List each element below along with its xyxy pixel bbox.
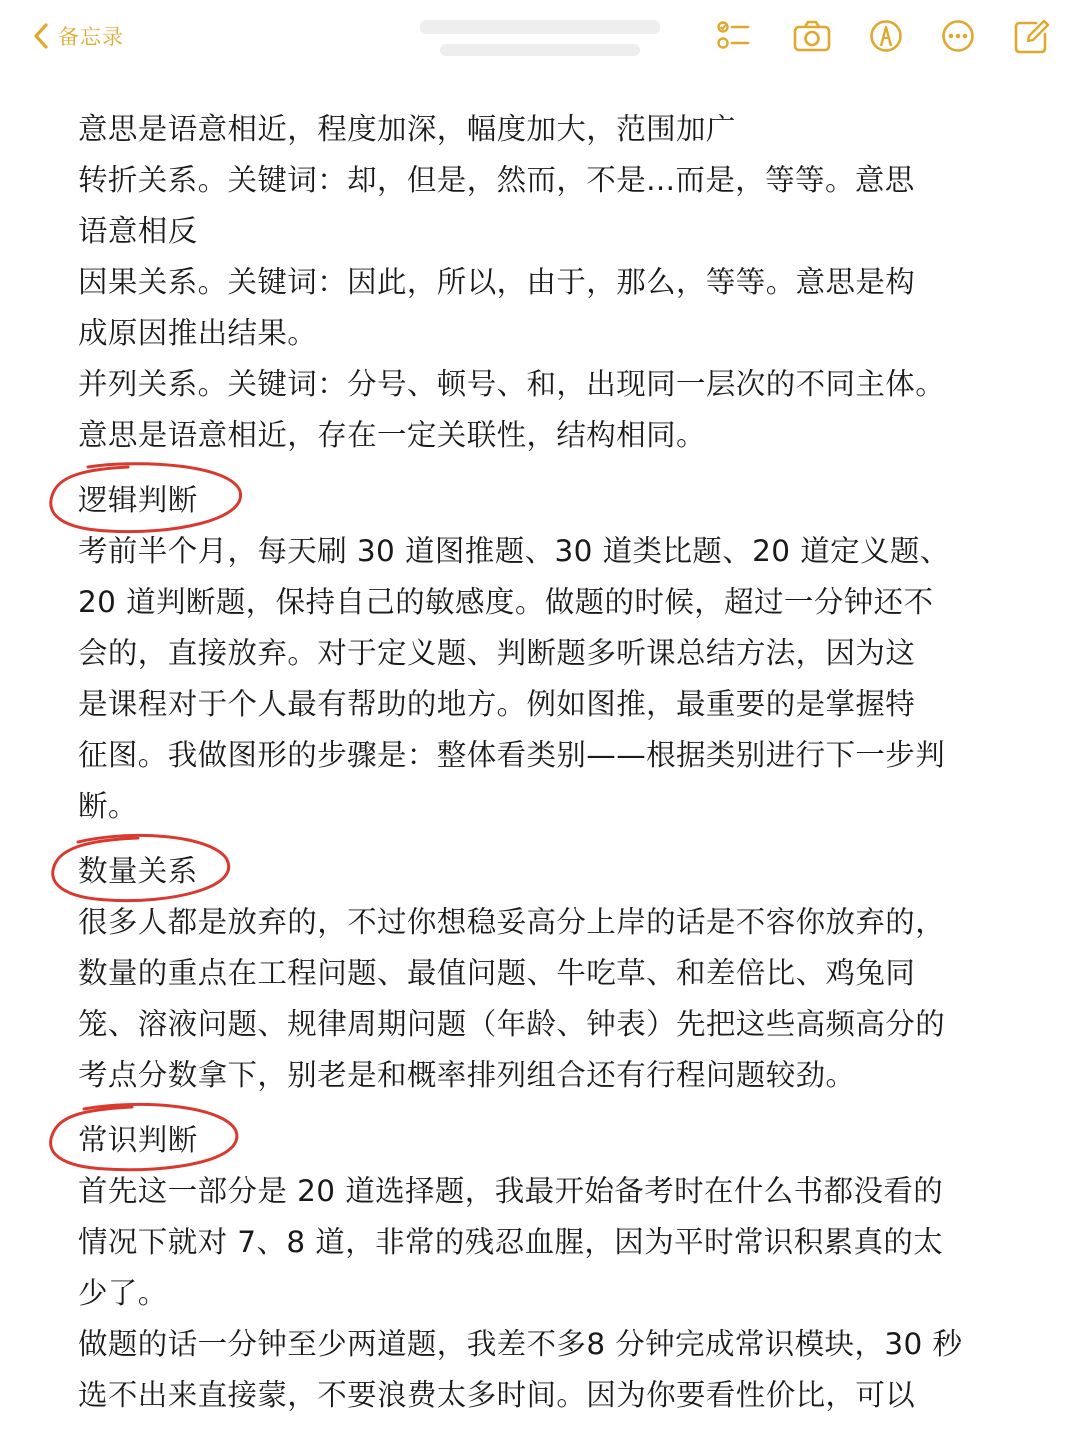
section-heading-text: 数量关系: [78, 854, 198, 888]
underlined-term: 转折关系: [78, 163, 198, 197]
note-line: 笼、溶液问题、规律周期问题（年龄、钟表）先把这些高频高分的: [78, 1007, 946, 1041]
note-line: 首先这一部分是 20 道选择题，我最开始备考时在什么书都没看的: [78, 1174, 944, 1208]
note-text: 、最值问题、牛吃草、和差倍比、鸡兔同: [377, 956, 916, 990]
note-text: 20 道判断题，保持自己的敏感度。做题的时候，: [78, 585, 725, 619]
note-line: [78, 1319, 1008, 1370]
section-heading-text: 逻辑判断: [78, 483, 198, 517]
note-line: 考点分数拿下，别老是和概率排列组合还有行程问题较劲。: [78, 1058, 856, 1092]
underlined-term: 因果关系: [78, 265, 198, 299]
chevron-left-icon: [30, 21, 52, 51]
section-heading-text: 常识判断: [78, 1123, 198, 1157]
compose-icon[interactable]: [1010, 16, 1054, 56]
note-text: 做题的话一分钟至少两道题，我差不多: [78, 1327, 587, 1361]
blurred-title: [410, 14, 670, 64]
section-heading-line: [78, 1115, 1008, 1166]
section-heading: [78, 846, 198, 897]
note-line: [78, 257, 1008, 308]
note-line: 征图。我做图形的步骤是：整体看类别——根据类别进行下一步判: [78, 738, 946, 772]
checklist-icon[interactable]: [712, 16, 756, 56]
note-line: 语意相反: [78, 214, 198, 248]
underlined-text: 超过一分钟还不: [724, 585, 934, 619]
note-body[interactable]: [78, 104, 1008, 1421]
note-text: 。关键词：却，但是，然而，不是...而是，等等。意思: [197, 163, 915, 197]
underlined-text: 数量的重点在工程问题: [78, 956, 378, 990]
note-text: 。对于定义题、判断题多听课总结方法，因为这: [287, 636, 916, 670]
underlined-text: 会的，直接放弃: [78, 636, 288, 670]
note-line: 考前半个月，每天刷 30 道图推题、30 道类比题、20 道定义题、: [78, 534, 950, 568]
note-line: 很多人都是放弃的，不过你想稳妥高分上岸的话是不容你放弃的，: [78, 905, 946, 939]
note-line: 是课程对于个人最有帮助的地方。例如图推，最重要的是掌握特: [78, 687, 916, 721]
more-icon[interactable]: [936, 16, 980, 56]
note-line: [78, 577, 1008, 628]
notes-toolbar: [0, 0, 1080, 76]
note-line: 意思是语意相近，程度加深，幅度加大，范围加广: [78, 112, 736, 146]
camera-icon[interactable]: [790, 16, 834, 56]
note-line: 意思是语意相近，存在一定关联性，结构相同。: [78, 418, 706, 452]
section-heading: [78, 1115, 198, 1166]
back-label: 备忘录: [58, 25, 124, 49]
note-line: 成原因推出结果。: [78, 316, 318, 350]
note-line: [78, 155, 1008, 206]
note-line: 断。: [78, 789, 138, 823]
section-heading: [78, 475, 198, 526]
note-line: 情况下就对 7、8 道，非常的残忍血腥，因为平时常识积累真的太: [78, 1225, 944, 1259]
note-line: 少了。: [78, 1276, 168, 1310]
note-line: [78, 359, 1008, 410]
markup-pen-icon[interactable]: [864, 16, 908, 56]
note-line: [78, 948, 1008, 999]
back-button[interactable]: [30, 18, 124, 54]
underlined-term: 并列关系: [78, 367, 198, 401]
note-line: [78, 628, 1008, 679]
note-text: 。关键词：分号、顿号、和，出现同一层次的不同主体。: [197, 367, 946, 401]
underlined-text: 8 分钟完成常识模块: [586, 1327, 855, 1361]
note-text: ，30 秒: [854, 1327, 963, 1361]
note-line: 选不出来直接蒙，不要浪费太多时间。因为你要看性价比，可以: [78, 1378, 916, 1412]
note-text: 。关键词：因此，所以，由于，那么，等等。意思是构: [197, 265, 916, 299]
section-heading-line: [78, 475, 1008, 526]
section-heading-line: [78, 846, 1008, 897]
